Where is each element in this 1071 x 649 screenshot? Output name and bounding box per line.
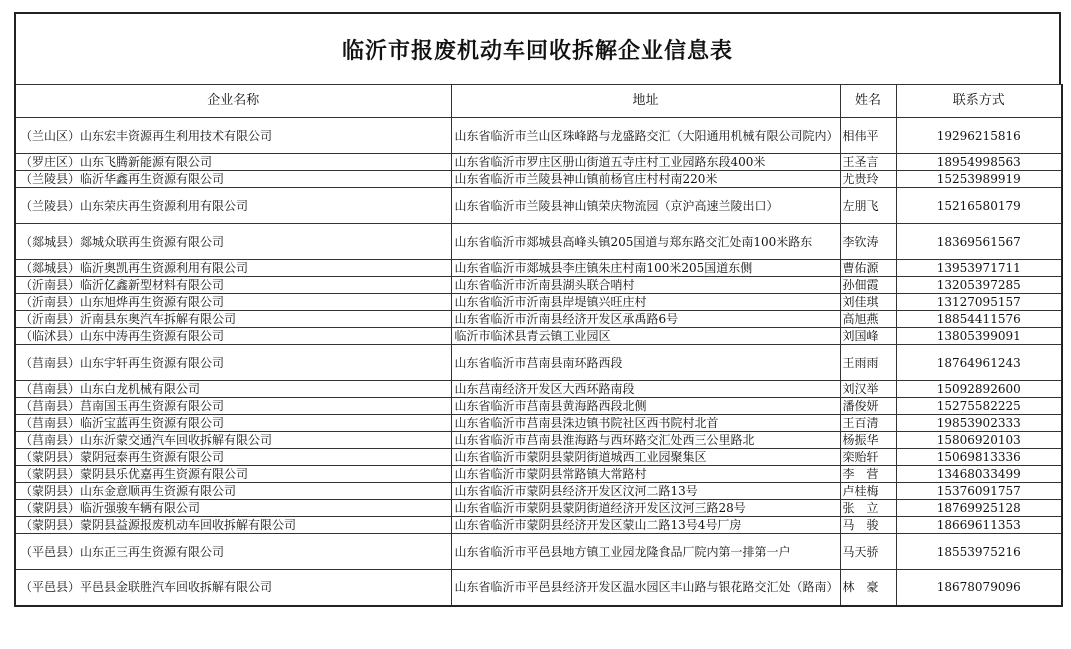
- address-cell: 山东省临沂市蒙阴县蒙阴街道城西工业园聚集区: [451, 449, 840, 466]
- contact-name-cell: 张 立: [840, 500, 896, 517]
- address-cell: 山东省临沂市郯城县高峰头镇205国道与郑东路交汇处南100米路东: [451, 224, 840, 260]
- contact-name-cell: 李钦涛: [840, 224, 896, 260]
- company-cell: （沂南县）山东旭烨再生资源有限公司: [15, 294, 451, 311]
- company-cell: （蒙阴县）山东金意顺再生资源有限公司: [15, 483, 451, 500]
- contact-name-cell: 刘佳琪: [840, 294, 896, 311]
- table-row: [15, 500, 1062, 517]
- company-cell: （沂南县）沂南县东奥汽车拆解有限公司: [15, 311, 451, 328]
- phone-cell: 18553975216: [896, 534, 1062, 570]
- company-cell: （平邑县）平邑县金联胜汽车回收拆解有限公司: [15, 570, 451, 606]
- company-cell: （莒南县）山东沂蒙交通汽车回收拆解有限公司: [15, 432, 451, 449]
- contact-name-cell: 马天骄: [840, 534, 896, 570]
- table-row: [15, 449, 1062, 466]
- phone-cell: 18954998563: [896, 154, 1062, 171]
- address-cell: 山东省临沂市兰山区珠峰路与龙盛路交汇（大阳通用机械有限公司院内）: [451, 118, 840, 154]
- address-cell: 山东省临沂市平邑县地方镇工业园龙隆食品厂院内第一排第一户: [451, 534, 840, 570]
- address-cell: 山东省临沂市蒙阴县蒙阴街道经济开发区汶河三路28号: [451, 500, 840, 517]
- title-row: [14, 12, 1061, 84]
- address-cell: 临沂市临沭县青云镇工业园区: [451, 328, 840, 345]
- phone-cell: 13953971711: [896, 260, 1062, 277]
- table-row: [15, 398, 1062, 415]
- phone-cell: 18669611353: [896, 517, 1062, 534]
- address-cell: 山东省临沂市莒南县洙边镇书院社区西书院村北首: [451, 415, 840, 432]
- address-cell: 山东省临沂市罗庄区册山街道五寺庄村工业园路东段400米: [451, 154, 840, 171]
- phone-cell: 15253989919: [896, 171, 1062, 188]
- table-row: [15, 517, 1062, 534]
- table-row: [15, 570, 1062, 606]
- address-cell: 山东省临沂市蒙阴县经济开发区蒙山二路13号4号厂房: [451, 517, 840, 534]
- phone-cell: 15069813336: [896, 449, 1062, 466]
- phone-cell: 15806920103: [896, 432, 1062, 449]
- company-cell: （兰陵县）山东荣庆再生资源利用有限公司: [15, 188, 451, 224]
- contact-name-cell: 孙佃霞: [840, 277, 896, 294]
- phone-cell: 13805399091: [896, 328, 1062, 345]
- phone-cell: 13468033499: [896, 466, 1062, 483]
- table-row: [15, 224, 1062, 260]
- contact-name-cell: 曹佑源: [840, 260, 896, 277]
- address-cell: 山东省临沂市兰陵县神山镇前杨官庄村村南220米: [451, 171, 840, 188]
- address-cell: 山东省临沂市莒南县淮海路与西环路交汇处西三公里路北: [451, 432, 840, 449]
- info-sheet: [14, 12, 1061, 607]
- address-cell: 山东省临沂市郯城县李庄镇朱庄村南100米205国道东侧: [451, 260, 840, 277]
- company-cell: （沂南县）临沂亿鑫新型材料有限公司: [15, 277, 451, 294]
- contact-name-cell: 马 骏: [840, 517, 896, 534]
- table-row: [15, 311, 1062, 328]
- header-name: 姓名: [840, 85, 896, 118]
- address-cell: 山东省临沂市莒南县南环路西段: [451, 345, 840, 381]
- contact-name-cell: 潘俊妍: [840, 398, 896, 415]
- address-cell: 山东省临沂市沂南县经济开发区承禹路6号: [451, 311, 840, 328]
- table-row: [15, 432, 1062, 449]
- contact-name-cell: 左朋飞: [840, 188, 896, 224]
- company-cell: （兰山区）山东宏丰资源再生利用技术有限公司: [15, 118, 451, 154]
- company-cell: （蒙阴县）蒙阴县益源报废机动车回收拆解有限公司: [15, 517, 451, 534]
- company-cell: （蒙阴县）蒙阴县乐优嘉再生资源有限公司: [15, 466, 451, 483]
- address-cell: 山东省临沂市沂南县湖头联合哨村: [451, 277, 840, 294]
- company-cell: （临沭县）山东中涛再生资源有限公司: [15, 328, 451, 345]
- company-cell: （郯城县）临沂奥凯再生资源利用有限公司: [15, 260, 451, 277]
- contact-name-cell: 王百清: [840, 415, 896, 432]
- phone-cell: 18678079096: [896, 570, 1062, 606]
- table-row: [15, 328, 1062, 345]
- header-address: 地址: [451, 85, 840, 118]
- phone-cell: 13205397285: [896, 277, 1062, 294]
- phone-cell: 18369561567: [896, 224, 1062, 260]
- contact-name-cell: 王雨雨: [840, 345, 896, 381]
- contact-name-cell: 高旭燕: [840, 311, 896, 328]
- header-company: 企业名称: [15, 85, 451, 118]
- phone-cell: 15216580179: [896, 188, 1062, 224]
- table-row: [15, 415, 1062, 432]
- contact-name-cell: 刘国峰: [840, 328, 896, 345]
- phone-cell: 19853902333: [896, 415, 1062, 432]
- table-row: [15, 118, 1062, 154]
- company-cell: （兰陵县）临沂华鑫再生资源有限公司: [15, 171, 451, 188]
- header-contact: 联系方式: [896, 85, 1062, 118]
- table-row: [15, 188, 1062, 224]
- phone-cell: 18854411576: [896, 311, 1062, 328]
- page-title: 临沂市报废机动车回收拆解企业信息表: [341, 38, 733, 64]
- header-row: [15, 85, 1062, 118]
- table-body: [15, 118, 1062, 606]
- table-row: [15, 381, 1062, 398]
- table-row: [15, 260, 1062, 277]
- table-row: [15, 534, 1062, 570]
- contact-name-cell: 李 营: [840, 466, 896, 483]
- contact-name-cell: 王圣言: [840, 154, 896, 171]
- contact-name-cell: 卢桂梅: [840, 483, 896, 500]
- table-row: [15, 171, 1062, 188]
- phone-cell: 18769925128: [896, 500, 1062, 517]
- address-cell: 山东莒南经济开发区大西环路南段: [451, 381, 840, 398]
- contact-name-cell: 林 豪: [840, 570, 896, 606]
- company-cell: （平邑县）山东正三再生资源有限公司: [15, 534, 451, 570]
- phone-cell: 15275582225: [896, 398, 1062, 415]
- table-row: [15, 466, 1062, 483]
- company-cell: （莒南县）山东宇轩再生资源有限公司: [15, 345, 451, 381]
- company-cell: （莒南县）临沂宝蓝再生资源有限公司: [15, 415, 451, 432]
- address-cell: 山东省临沂市蒙阴县常路镇大常路村: [451, 466, 840, 483]
- table-row: [15, 154, 1062, 171]
- address-cell: 山东省临沂市沂南县岸堤镇兴旺庄村: [451, 294, 840, 311]
- contact-name-cell: 刘汉举: [840, 381, 896, 398]
- company-cell: （蒙阴县）临沂强骏车辆有限公司: [15, 500, 451, 517]
- phone-cell: 18764961243: [896, 345, 1062, 381]
- company-cell: （莒南县）山东白龙机械有限公司: [15, 381, 451, 398]
- company-cell: （郯城县）郯城众联再生资源有限公司: [15, 224, 451, 260]
- address-cell: 山东省临沂市蒙阴县经济开发区汶河二路13号: [451, 483, 840, 500]
- table-row: [15, 277, 1062, 294]
- address-cell: 山东省临沂市莒南县黄海路西段北侧: [451, 398, 840, 415]
- phone-cell: 15092892600: [896, 381, 1062, 398]
- phone-cell: 13127095157: [896, 294, 1062, 311]
- address-cell: 山东省临沂市兰陵县神山镇荣庆物流园（京沪高速兰陵出口）: [451, 188, 840, 224]
- address-cell: 山东省临沂市平邑县经济开发区温水园区丰山路与银花路交汇处（路南）: [451, 570, 840, 606]
- phone-cell: 15376091757: [896, 483, 1062, 500]
- table-row: [15, 345, 1062, 381]
- contact-name-cell: 栾贻轩: [840, 449, 896, 466]
- contact-name-cell: 相伟平: [840, 118, 896, 154]
- phone-cell: 19296215816: [896, 118, 1062, 154]
- contact-name-cell: 杨振华: [840, 432, 896, 449]
- company-cell: （蒙阴县）蒙阴冠泰再生资源有限公司: [15, 449, 451, 466]
- table-row: [15, 483, 1062, 500]
- company-cell: （罗庄区）山东飞腾新能源有限公司: [15, 154, 451, 171]
- enterprise-table: [14, 84, 1063, 607]
- table-row: [15, 294, 1062, 311]
- contact-name-cell: 尤贵玲: [840, 171, 896, 188]
- company-cell: （莒南县）莒南国玉再生资源有限公司: [15, 398, 451, 415]
